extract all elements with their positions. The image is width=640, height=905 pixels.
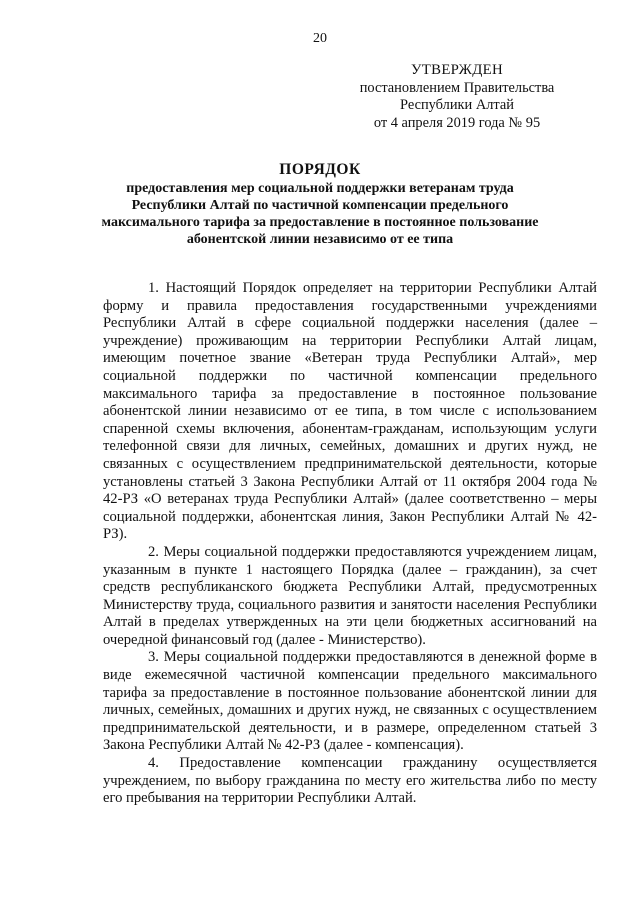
paragraph-1: 1. Настоящий Порядок определяет на территории Республики Алтай форму и правила предоставления государственными учреждениями Республики Алтай в сфере социальной поддержки населения (далее – учреждение) проживающим на территории Республики Алтай лицам, имеющим почетное звание «Ветеран труда Республики Алтай», мер социальной поддержки по частичной компенсации предельного максимального тарифа за предоставление в постоянное пользование абонентской линии независимо от ее типа, в том числе с использованием спаренной схемы включения, абонентам-гражданам, использующим услуги телефонной связи для личных, семейных, домашних и других нужд, не связанных с осуществлением предпринимательской деятельности, которые установлены статьей 3 Закона Республики Алтай от 11 октября 2004 года № 42-РЗ «О ветеранах труда Республики Алтай» (далее соответственно – меры социальной поддержки, абонентская линия, Закон Республики Алтай № 42-РЗ).	[103, 280, 597, 543]
approval-heading: УТВЕРЖДЕН	[411, 62, 503, 78]
approval-line-2: Республики Алтай	[400, 97, 514, 113]
page-number: 20	[313, 31, 327, 46]
approval-line-1: постановлением Правительства	[359, 79, 555, 96]
approval-stamp	[337, 62, 577, 132]
title-subtitle: предоставления мер социальной поддержки ветеранам труда Республики Алтай по частичной компенсации предельного максимального тарифа за предоставление в постоянное пользование абонентской линии независимо от ее типа	[101, 181, 539, 247]
paragraph-3: 3. Меры социальной поддержки предоставляются в денежной форме в виде ежемесячной частичной компенсации предельного максимального тарифа за предоставление в постоянное пользование абонентской линии для личных, семейных, домашних и других нужд, не связанных с осуществлением предпринимательской деятельности, и в размере, определенном статьей 3 Закона Республики Алтай № 42-РЗ (далее - компенсация).	[103, 649, 597, 754]
paragraph-4: 4. Предоставление компенсации гражданину осуществляется учреждением, по выбору гражданина по месту его жительства либо по месту его пребывания на территории Республики Алтай.	[103, 755, 597, 807]
approval-line-3: от 4 апреля 2019 года № 95	[373, 114, 541, 131]
title-main: ПОРЯДОК	[279, 161, 361, 178]
paragraph-2: 2. Меры социальной поддержки предоставляются учреждением лицам, указанным в пункте 1 настоящего Порядка (далее – гражданин), за счет средств республиканского бюджета Республики Алтай, предусмотренных Министерству труда, социального развития и занятости населения Республики Алтай в пределах утвержденных на эти цели бюджетных ассигнований на очередной финансовый год (далее - Министерство).	[103, 543, 597, 648]
document-body	[103, 280, 597, 808]
document-title	[95, 160, 545, 248]
